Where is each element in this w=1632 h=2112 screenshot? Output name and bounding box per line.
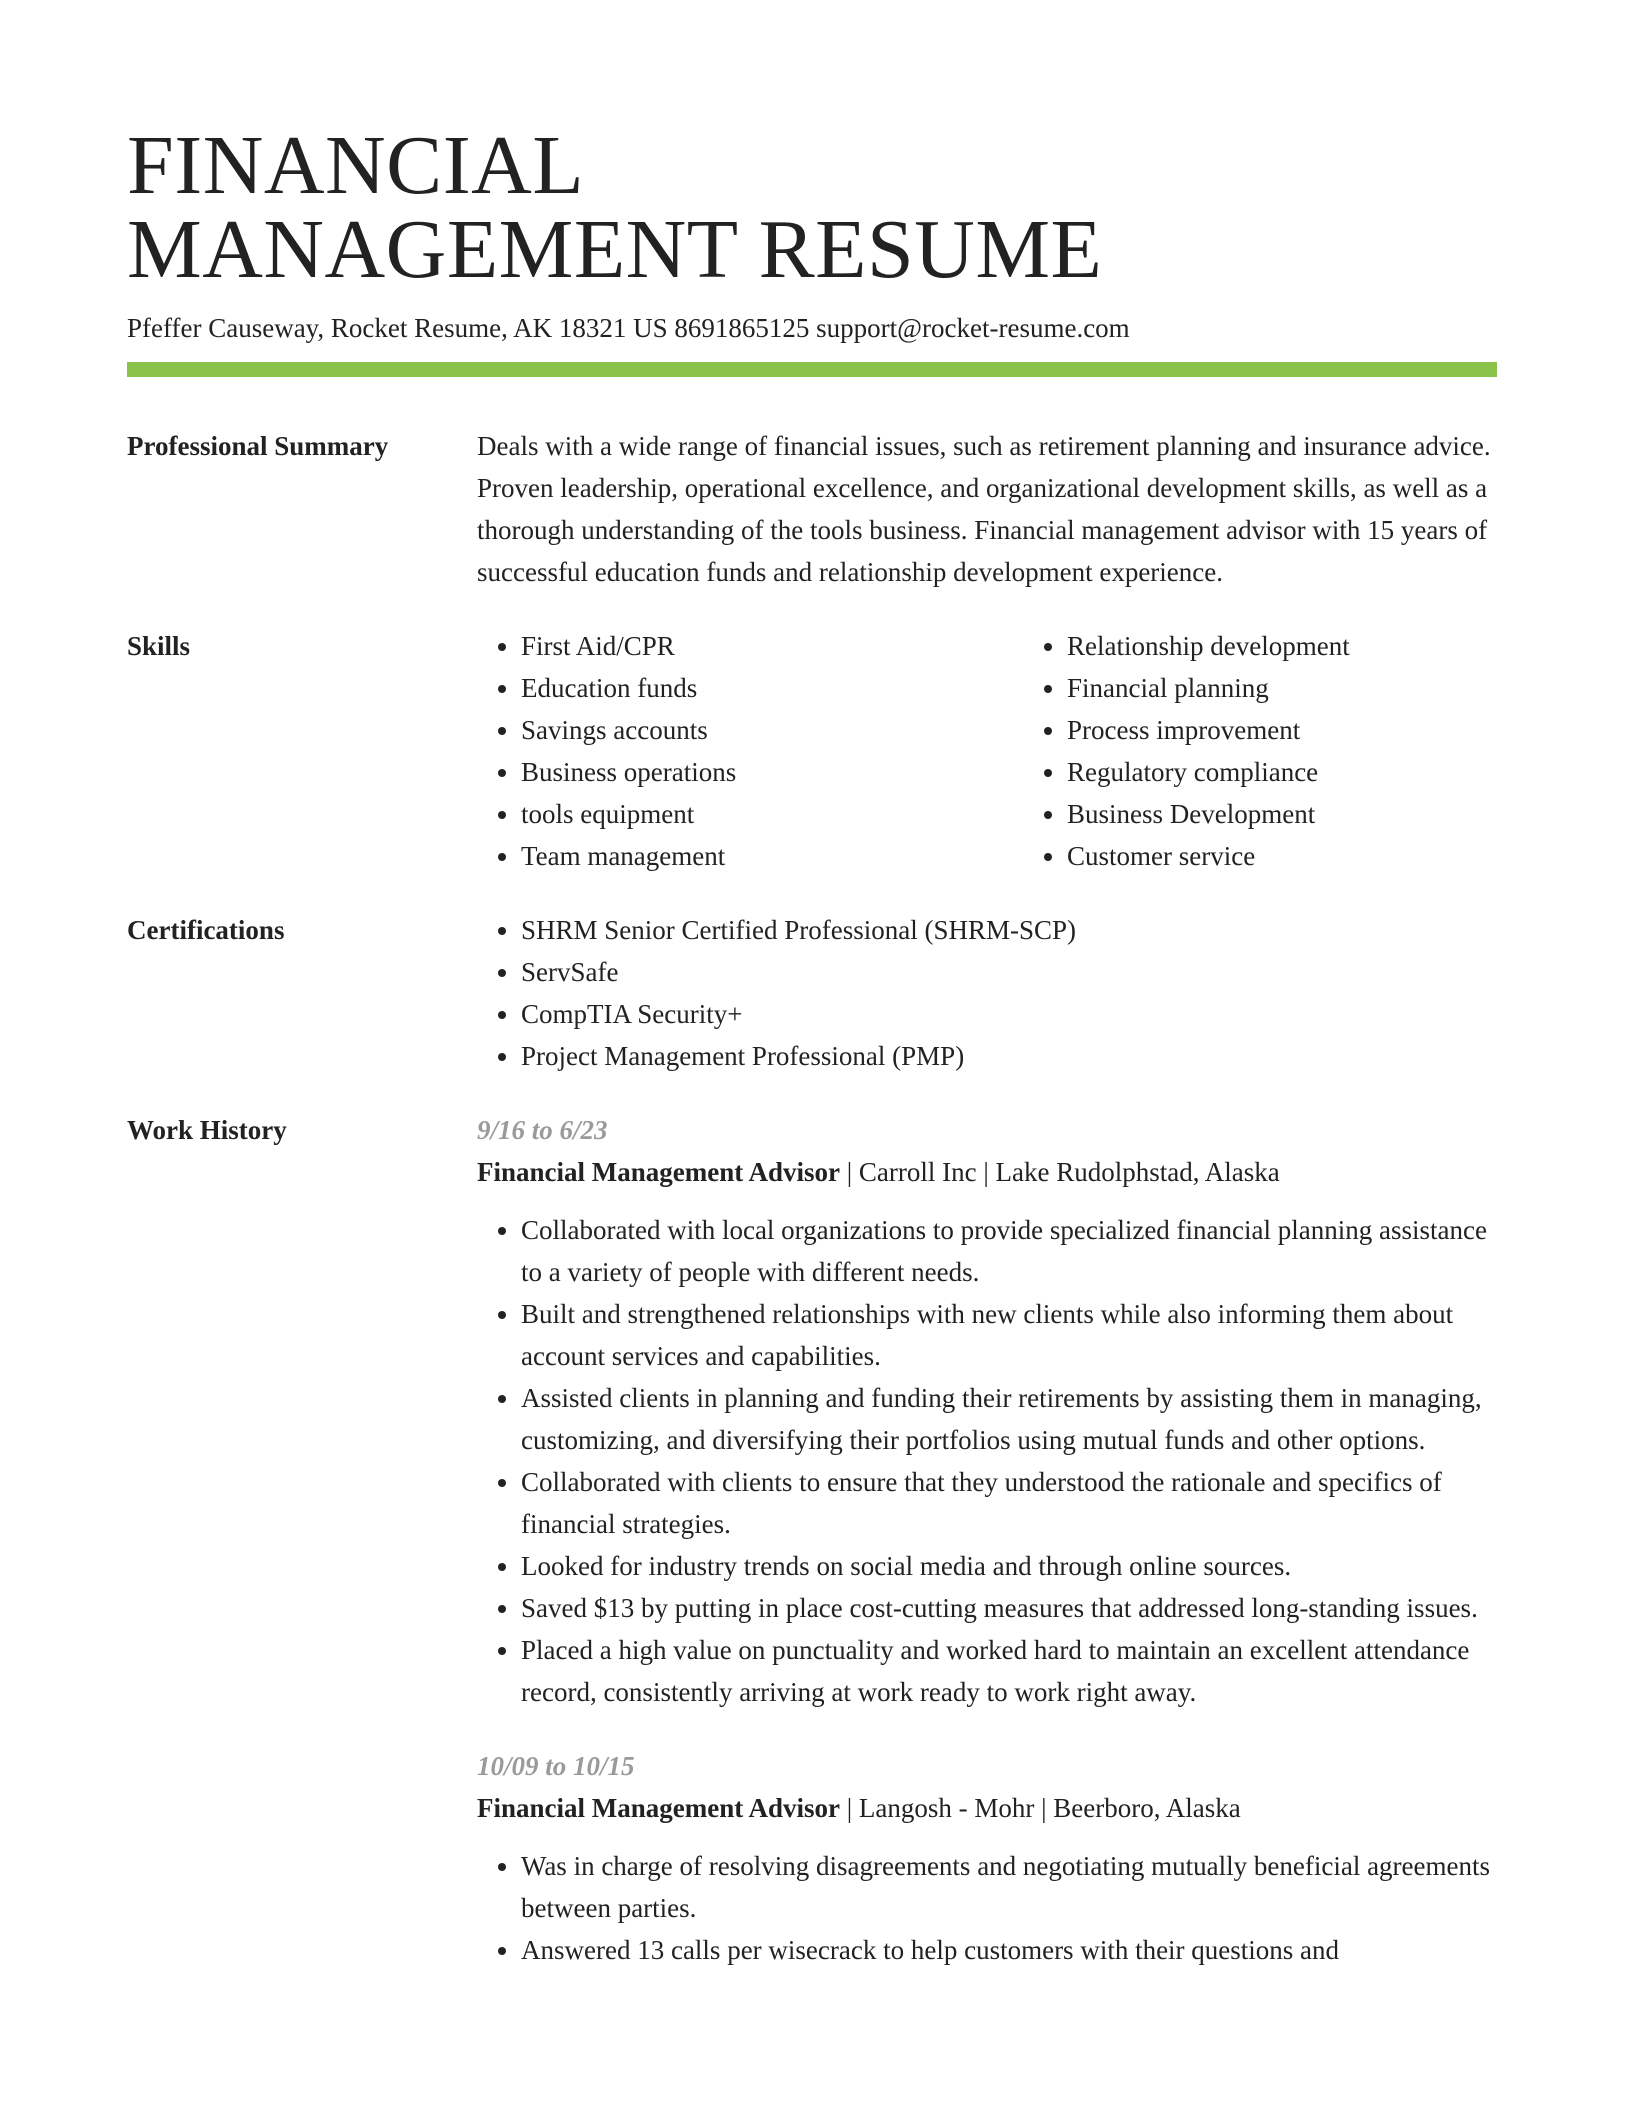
skill-item: • First Aid/CPR xyxy=(521,625,1023,667)
summary-section xyxy=(127,425,1497,593)
summary-label: Professional Summary xyxy=(127,431,389,461)
skill-item: • Customer service xyxy=(1067,835,1569,877)
job-entry xyxy=(477,1109,1497,1713)
skills-column-1 xyxy=(477,625,1023,877)
job-bullets xyxy=(477,1845,1497,1971)
resume-page xyxy=(127,119,1497,1971)
skill-item: • Savings accounts xyxy=(521,709,1023,751)
certifications-body xyxy=(477,909,1497,1077)
skill-item: • Financial planning xyxy=(1067,667,1569,709)
resume-title xyxy=(127,119,1497,296)
job-title: Financial Management Advisor xyxy=(477,1793,840,1823)
accent-divider xyxy=(127,362,1497,377)
skills-body xyxy=(477,625,1569,877)
skill-item: • Regulatory compliance xyxy=(1067,751,1569,793)
certification-item: • ServSafe xyxy=(521,951,1497,993)
work-history-body xyxy=(477,1109,1497,1971)
job-bullet: • Looked for industry trends on social media and through online sources. xyxy=(521,1545,1497,1587)
title-line-1: FINANCIAL xyxy=(127,119,585,212)
skill-item: • tools equipment xyxy=(521,793,1023,835)
job-details: | Carroll Inc | Lake Rudolphstad, Alaska xyxy=(840,1157,1280,1187)
job-bullet: • Collaborated with local organizations to provide specialized financial planning assistance to a variety of people with different needs. xyxy=(521,1209,1497,1293)
job-bullet: • Built and strengthened relationships with new clients while also informing them about account services and capabilities. xyxy=(521,1293,1497,1377)
skills-grid xyxy=(477,625,1569,877)
title-line-2: MANAGEMENT RESUME xyxy=(127,203,1103,296)
skill-item: • Business Development xyxy=(1067,793,1569,835)
summary-text: Deals with a wide range of financial issues, such as retirement planning and insurance advice. Proven leadership, operational excellence, and organizational development skills, as well as a thorough understanding of the tools business. Financial management advisor with 15 years of successful education funds and relationship development experience. xyxy=(477,431,1491,587)
job-heading xyxy=(477,1787,1497,1829)
job-entry xyxy=(477,1745,1497,1971)
certifications-list xyxy=(477,909,1497,1077)
job-bullet: • Assisted clients in planning and funding their retirements by assisting them in managing, customizing, and diversifying their portfolios using mutual funds and other options. xyxy=(521,1377,1497,1461)
job-bullet: • Was in charge of resolving disagreements and negotiating mutually beneficial agreements between parties. xyxy=(521,1845,1497,1929)
job-bullet: • Saved $13 by putting in place cost-cutting measures that addressed long-standing issues. xyxy=(521,1587,1497,1629)
job-dates: 10/09 to 10/15 xyxy=(477,1751,635,1781)
certifications-section xyxy=(127,909,1497,1077)
job-title: Financial Management Advisor xyxy=(477,1157,840,1187)
job-bullet: • Collaborated with clients to ensure that they understood the rationale and specifics of financial strategies. xyxy=(521,1461,1497,1545)
skill-item: • Team management xyxy=(521,835,1023,877)
job-dates: 9/16 to 6/23 xyxy=(477,1115,608,1145)
skills-section xyxy=(127,625,1497,877)
job-details: | Langosh - Mohr | Beerboro, Alaska xyxy=(840,1793,1241,1823)
skill-item: • Business operations xyxy=(521,751,1023,793)
certification-item: • Project Management Professional (PMP) xyxy=(521,1035,1497,1077)
certification-item: • SHRM Senior Certified Professional (SHRM-SCP) xyxy=(521,909,1497,951)
job-bullet: • Answered 13 calls per wisecrack to help customers with their questions and xyxy=(521,1929,1497,1971)
skills-label: Skills xyxy=(127,631,191,661)
skill-item: • Education funds xyxy=(521,667,1023,709)
skill-item: • Relationship development xyxy=(1067,625,1569,667)
job-bullets xyxy=(477,1209,1497,1713)
certification-item: • CompTIA Security+ xyxy=(521,993,1497,1035)
work-history-section xyxy=(127,1109,1497,1971)
skill-item: • Process improvement xyxy=(1067,709,1569,751)
job-bullet: • Placed a high value on punctuality and worked hard to maintain an excellent attendance record, consistently arriving at work ready to work right away. xyxy=(521,1629,1497,1713)
skills-column-2 xyxy=(1023,625,1569,877)
work-history-label: Work History xyxy=(127,1115,287,1145)
job-heading xyxy=(477,1151,1497,1193)
certifications-label: Certifications xyxy=(127,915,285,945)
contact-line: Pfeffer Causeway, Rocket Resume, AK 18321 US 8691865125 support@rocket-resume.com xyxy=(127,313,1130,343)
